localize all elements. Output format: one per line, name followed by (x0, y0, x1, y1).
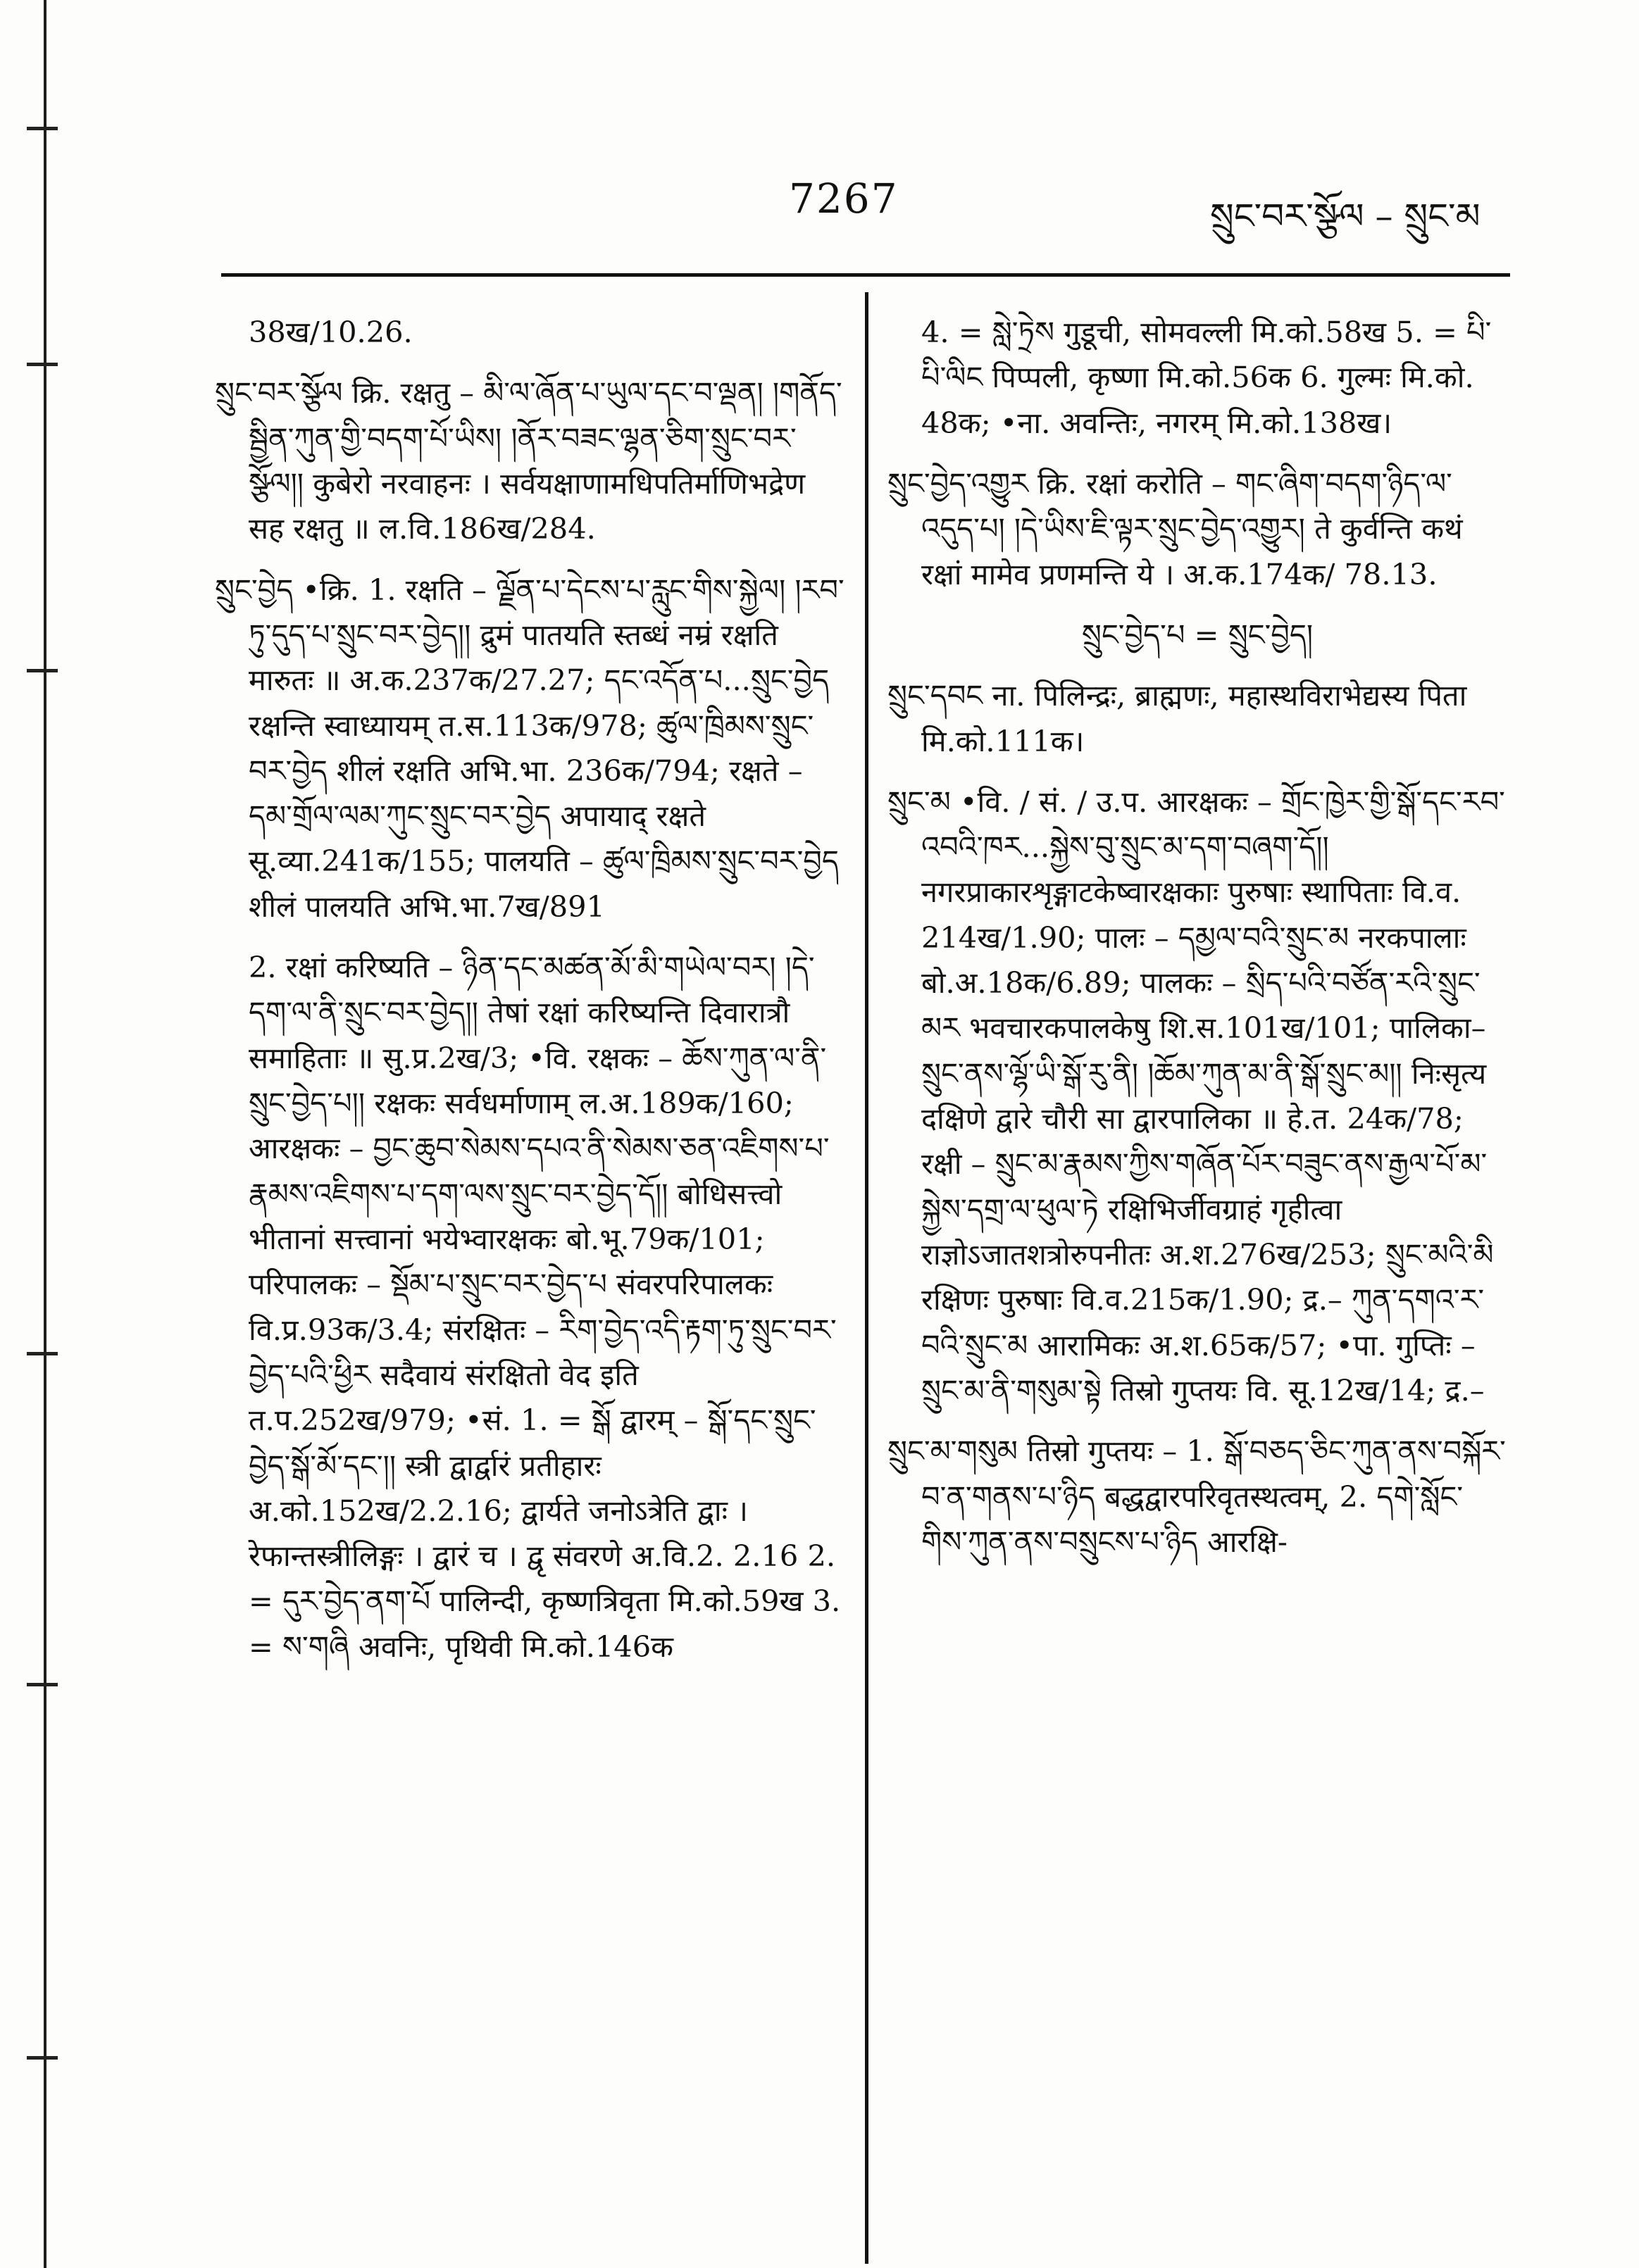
book-binding-edge (0, 0, 63, 2268)
page-number: 7267 (789, 175, 899, 223)
header-rule (221, 273, 1510, 277)
dictionary-entry: སྲུང་དབང ना. पिलिन्द्रः, ब्राह्मणः, महास्थविराभेद्यस्य पिता मि.को.111क। (887, 678, 1467, 758)
dictionary-entry: སྲུང་མ་གསུམ तिस्रो गुप्तयः – 1. སྒོ་བཅད་ཅིང་ཀུན་ནས་བསྐོར་བ་ན་གནས་པ་ཉིད बद्धद्वारपरिवृतस्थत्वम्, 2. དགེ་སློང་གིས་ཀུན་ནས་བསྲུངས་པ་ཉིད आरक्षि- (887, 1434, 1506, 1559)
dictionary-entry: སྲུང་མ •वि. / सं. / उ.प. आरक्षकः – གྲོང་ཁྱེར་གྱི་སྒོ་དང་རབ་འབའི་ཁར...སྐྱེས་བུ་སྲུང་མ་དག་བཞག་དོ།། नगरप्राकारशृङ्गाटकेष्वारक्षकाः पुरुषाः स्थापिताः वि.व. 214ख/1.90; पालः – དམྱལ་བའི་སྲུང་མ नरकपालाः बो.अ.18क/6.89; पालकः – སྲིད་པའི་བཙོན་རའི་སྲུང་མར भवचारकपालकेषु शि.स.101ख/101; पालिका– སྲུང་ནས་ལྷོ་ཡི་སྒོ་རུ་ནི། །ཆོམ་ཀུན་མ་ནི་སྒོ་སྲུང་མ།། निःसृत्य दक्षिणे द्वारे चौरी सा द्वारपालिका ॥ हे.त. 24क/78; रक्षी – སྲུང་མ་རྣམས་ཀྱིས་གཞོན་པོར་བཟུང་ནས་རྒྱལ་པོ་མ་སྐྱེས་དགྲ་ལ་ཕུལ་ཏེ रक्षिभिर्जीवग्राहं गृहीत्वा राज्ञोऽजातशत्रोरुपनीतः अ.श.276ख/253; སྲུང་མའི་མི रक्षिणः पुरुषाः वि.व.215क/1.90; द्र.– ཀུན་དགའ་ར་བའི་སྲུང་མ आरामिकः अ.श.65क/57; •पा. गुप्तिः – སྲུང་མ་ནི་གསུམ་སྟེ तिस्रो गुप्तयः वि. सू.12ख/14; द्र.– (887, 784, 1505, 1408)
running-head: སྲུང་བར་སྩོལ – སྲུང་མ (1210, 196, 1481, 237)
column-divider (865, 292, 868, 2264)
binding-mark (27, 669, 58, 672)
dictionary-entry: སྲུང་བྱེད •क्रि. 1. रक्षति – ལྗོན་པ་དེངས་པ་རླུང་གིས་སྐྱེལ། །རབ་ཏུ་དུད་པ་སྲུང་བར་བྱེད།། द्रुमं पातयति स्तब्धं नम्रं रक्षति मारुतः ॥ अ.क.237क/27.27; དང་འདོན་པ...སྲུང་བྱེད रक्षन्ति स्वाध्यायम् त.स.113क/978; ཚུལ་ཁྲིམས་སྲུང་བར་བྱེད शीलं रक्षति अभि.भा. 236क/794; रक्षते – དམ་གྲོལ་ལམ་ཀུང་སྲུང་བར་བྱེད अपायाद् रक्षते सू.व्या.241क/155; पालयति – ཚུལ་ཁྲིམས་སྲུང་བར་བྱེད शीलं पालयति अभि.भा.7ख/891 (215, 572, 845, 924)
binding-mark (27, 127, 58, 130)
binding-mark (27, 363, 58, 366)
cross-reference-entry: སྲུང་བྱེད་པ = སྲུང་བྱེད། (1081, 617, 1314, 652)
binding-line (44, 0, 46, 2268)
right-column (887, 310, 1507, 1580)
dictionary-entry: སྲུང་བར་སྩོལ क्रि. रक्षतु – མི་ལ་ཞོན་པ་ཡུལ་དང་བ་ལྡན། །གནོད་སྦྱིན་ཀུན་གྱི་བདག་པོ་ཡིས། །ནོར་བཟང་ལྷན་ཅིག་སྲུང་བར་སྩོལ།། कुबेरो नरवाहनः । सर्वयक्षाणामधिपतिर्माणिभद्रेण सह रक्षतु ॥ ल.वि.186ख/284. (215, 375, 842, 546)
dictionary-entry-continued: 4. = སླེ་ཏྲེས गुडूची, सोमवल्ली मि.को.58ख 5. = པི་པི་ལིང पिप्पली, कृष्णा मि.को.56क 6. गुल्मः मि.को. 48क; •ना. अवन्तिः, नगरम् मि.को.138ख। (921, 315, 1492, 440)
binding-mark (27, 1352, 58, 1355)
left-column (215, 310, 849, 1685)
dictionary-entry: སྲུང་བྱེད་འགྱུར क्रि. रक्षां करोति – གང་ཞིག་བདག་ཉིད་ལ་འདུད་པ། །དེ་ཡིས་ཇི་ལྟར་སྲུང་བྱེད་འགྱུར། ते कुर्वन्ति कथं रक्षां मामेव प्रणमन्ति ये । अ.क.174क/ 78.13. (887, 465, 1463, 591)
continuation-line: 38ख/10.26. (249, 315, 413, 349)
binding-mark (27, 1683, 58, 1686)
binding-mark (27, 2056, 58, 2060)
dictionary-entry-continued: 2. रक्षां करिष्यति – ཉིན་དང་མཚན་མོ་མི་གཡེལ་བར། །དེ་དག་ལ་ནི་སྲུང་བར་བྱེད།། तेषां रक्षां करिष्यन्ति दिवारात्रौ समाहिताः ॥ सु.प्र.2ख/3; •वि. रक्षकः – ཆོས་ཀུན་ལ་ནི་སྲུང་བྱེད་པ།། रक्षकः सर्वधर्माणाम् ल.अ.189क/160; आरक्षकः – བྱང་ཆུབ་སེམས་དཔའ་ནི་སེམས་ཅན་འཇིགས་པ་རྣམས་འཇིགས་པ་དག་ལས་སྲུང་བར་བྱེད་དོ།། बोधिसत्त्वो भीतानां सत्त्वानां भयेभ्वारक्षकः बो.भू.79क/101; परिपालकः – སྡོམ་པ་སྲུང་བར་བྱེད་པ संवरपरिपालकः वि.प्र.93क/3.4; संरक्षितः – རིག་བྱེད་འདི་རྟག་ཏུ་སྲུང་བར་བྱེད་པའི་ཕྱིར सदैवायं संरक्षितो वेद इति त.प.252ख/979; •सं. 1. = སྒོ द्वारम् – སྒོ་དང་སྲུང་བྱེད་སྒོ་མོ་དང་།། स्त्री द्वार्द्वारं प्रतीहारः अ.को.152ख/2.2.16; द्वार्यते जनोऽत्रेति द्वाः । रेफान्तस्त्रीलिङ्गः । द्वारं च । द्वृ संवरणे अ.वि.2. 2.16 2. = དུར་བྱེད་ནག་པོ पालिन्दी, कृष्णत्रिवृता मि.को.59ख 3. = ས་གཞི अवनिः, पृथिवी मि.को.146क (249, 950, 841, 1664)
